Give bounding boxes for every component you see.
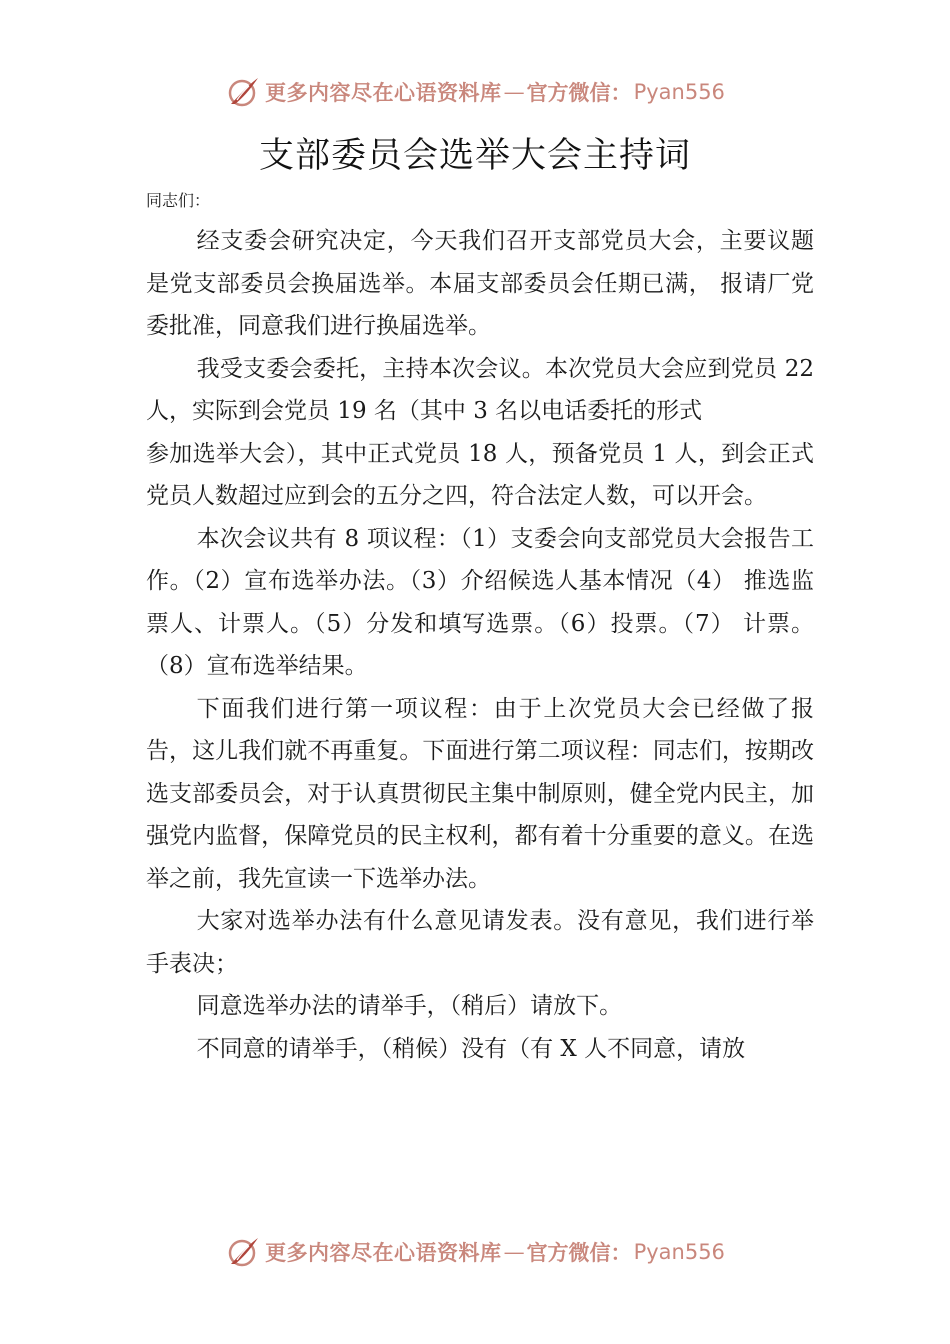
paragraph: 我受支委会委托，主持本次会议。本次党员大会应到党员 22 人，实际到会党员 19 名（其中 3 名以电话委托的形式 — [146, 355, 814, 424]
paragraph: 同意选举办法的请举手，（稍后）请放下。 — [196, 993, 623, 1019]
paragraph: 下面我们进行第一项议程：由于上次党员大会已经做了报告，这儿我们就不再重复。下面进行第二项议程：同志们，按期改选支部委员会，对于认真贯彻民主集中制原则，健全党内民主，加强党内监督，保障党员的民主权利，都有着十分重要的意义。在选举之前，我先宣读一下选举办法。 — [146, 695, 814, 892]
quill-flame-icon — [225, 1234, 261, 1270]
watermark-banner-top — [0, 72, 950, 112]
watermark-banner-bottom — [0, 1232, 950, 1272]
quill-flame-icon — [225, 74, 261, 110]
watermark-separator: — — [503, 80, 525, 104]
paragraph: 不同意的请举手，（稍候）没有（有 X 人不同意，请放 — [196, 1035, 746, 1062]
watermark-text: 更多内容尽在心语资料库 — [265, 1240, 502, 1265]
paragraph: 参加选举大会），其中正式党员 18 人，预备党员 1 人，到会正式党员人数超过应到会的五分之四，符合法定人数，可以开会。 — [146, 440, 814, 509]
document-body — [146, 220, 814, 1070]
paragraph: 经支委会研究决定，今天我们召开支部党员大会，主要议题是党支部委员会换届选举。本届支部委员会任期已满， 报请厂党委批准，同意我们进行换届选举。 — [146, 228, 814, 339]
watermark-text: 更多内容尽在心语资料库 — [265, 80, 502, 105]
watermark-label: 官方微信： — [526, 1240, 632, 1265]
watermark-label: 官方微信： — [526, 80, 632, 105]
watermark-separator: — — [503, 1240, 525, 1264]
paragraph: 本次会议共有 8 项议程：（1）支委会向支部党员大会报告工作。（2）宣布选举办法。（3）介绍候选人基本情况（4） 推选监票人、计票人。（5）分发和填写选票。（6）投票。（7） 计票。（8）宣布选举结果。 — [146, 525, 814, 679]
watermark-id: Pyan556 — [633, 1240, 725, 1264]
watermark-id: Pyan556 — [633, 80, 725, 104]
document-title: 支部委员会选举大会主持词 — [258, 136, 691, 176]
greeting: 同志们： — [146, 191, 211, 210]
paragraph: 大家对选举办法有什么意见请发表。没有意见，我们进行举手表决； — [146, 908, 814, 977]
